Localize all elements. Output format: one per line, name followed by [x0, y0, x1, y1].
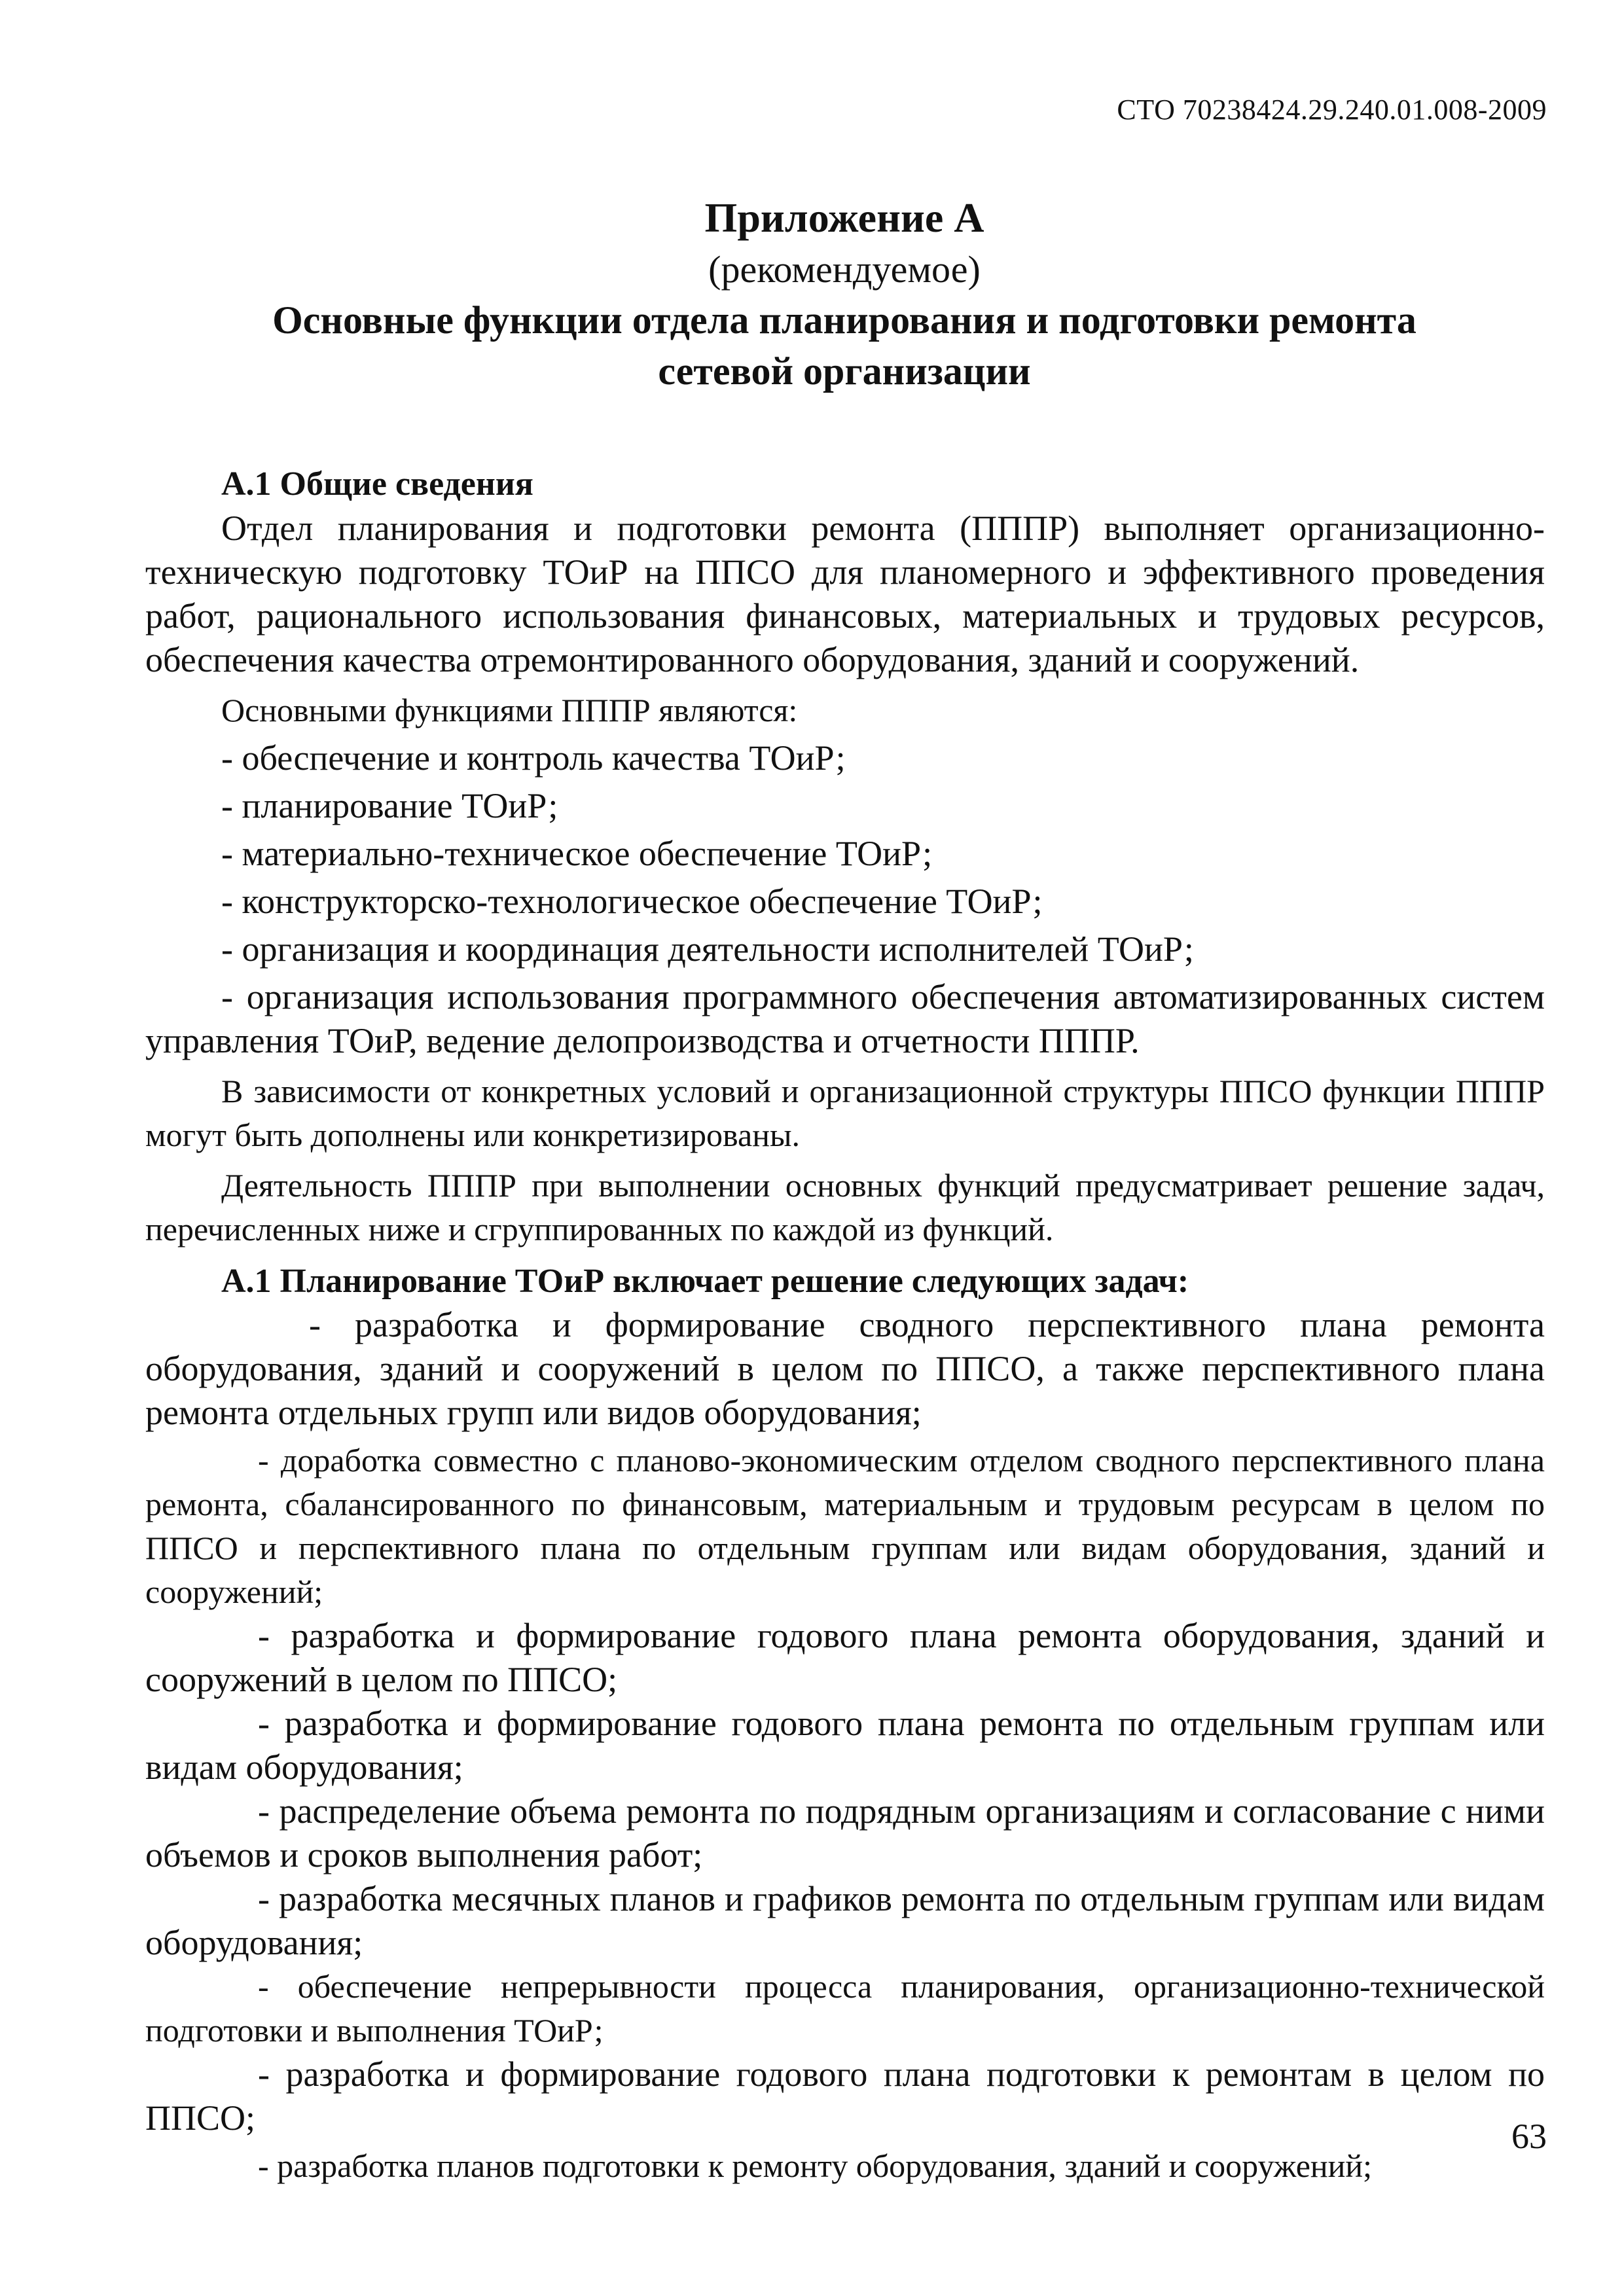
document-body	[145, 462, 1545, 2188]
planning-task: - разработка и формирование сводного перспективного плана ремонта оборудования, зданий и сооружений в целом по ППСО, а также перспективного плана ремонта отдельных групп или видов оборудования;	[145, 1305, 1545, 1432]
section-heading-general: А.1 Общие сведения	[221, 465, 533, 503]
planning-task: - разработка и формирование годового плана подготовки к ремонтам в целом по ППСО;	[145, 2054, 1545, 2138]
paragraph-activity: Деятельность ПППР при выполнении основных функций предусматривает решение задач, перечисленных ниже и сгруппированных по каждой из функций.	[145, 1167, 1545, 1247]
paragraph-conditions: В зависимости от конкретных условий и организационной структуры ППСО функции ПППР могут быть дополнены или конкретизированы.	[145, 1073, 1545, 1153]
function-item: - обеспечение и контроль качества ТОиР;	[221, 738, 846, 778]
page-number: 63	[1511, 2117, 1547, 2156]
document-code: СТО 70238424.29.240.01.008-2009	[1117, 94, 1547, 126]
function-item: - конструкторско-технологическое обеспечение ТОиР;	[221, 882, 1043, 921]
appendix-status: (рекомендуемое)	[708, 248, 981, 291]
appendix-heading-line-1: Основные функции отдела планирования и подготовки ремонта	[272, 298, 1416, 342]
functions-intro: Основными функциями ПППР являются:	[221, 692, 798, 728]
planning-task: - обеспечение непрерывности процесса планирования, организационно-технической подготовки и выполнения ТОиР;	[145, 1968, 1545, 2049]
function-item: - планирование ТОиР;	[221, 786, 558, 825]
planning-task: - доработка совместно с планово-экономическим отделом сводного перспективного плана ремонта, сбалансированного по финансовым, материальным и трудовым ресурсам в целом по ППСО и перспективного плана по отдельным группам или видам оборудования, зданий и сооружений;	[145, 1442, 1545, 1610]
planning-task: - разработка месячных планов и графиков ремонта по отдельным группам или видам оборудования;	[145, 1879, 1545, 1962]
function-item: - организация и координация деятельности исполнителей ТОиР;	[221, 929, 1194, 969]
appendix-heading-line-2: сетевой организации	[658, 350, 1031, 393]
appendix-title: Приложение А	[704, 194, 984, 241]
planning-task: - разработка и формирование годового плана ремонта по отдельным группам или видам оборудования;	[145, 1704, 1545, 1787]
section-heading-planning: А.1 Планирование ТОиР включает решение следующих задач:	[221, 1263, 1189, 1300]
function-item: - материально-техническое обеспечение ТОиР;	[221, 834, 933, 873]
function-item-last: - организация использования программного обеспечения автоматизированных систем управления ТОиР, ведение делопроизводства и отчетности ПППР.	[145, 977, 1545, 1060]
planning-task: - разработка планов подготовки к ремонту оборудования, зданий и сооружений;	[258, 2147, 1373, 2184]
planning-task: - разработка и формирование годового плана ремонта оборудования, зданий и сооружений в целом по ППСО;	[145, 1616, 1545, 1699]
planning-task: - распределение объема ремонта по подрядным организациям и согласование с ними объемов и сроков выполнения работ;	[145, 1791, 1545, 1874]
paragraph-department-purpose: Отдел планирования и подготовки ремонта (ПППР) выполняет организационно-техническую подготовку ТОиР на ППСО для планомерного и эффективного проведения работ, рационального использования финансовых, материальных и трудовых ресурсов, обеспечения качества отремонтированного оборудования, зданий и сооружений.	[145, 509, 1545, 679]
appendix-title-block	[144, 191, 1545, 397]
